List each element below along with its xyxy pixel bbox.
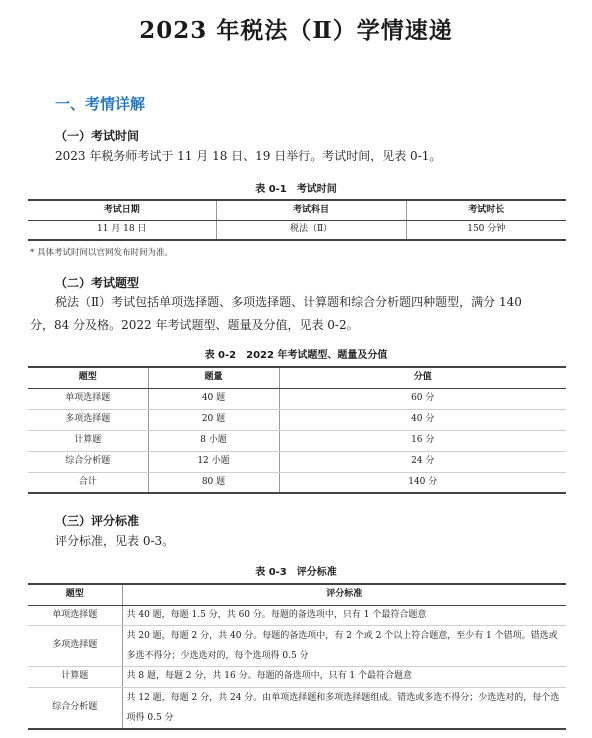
table2-cell: 综合分析题 (28, 451, 148, 472)
table3-cell: 共 20 题，每题 2 分，共 40 分。每题的备选项中，有 2 个或 2 个以上符合题意，至少有 1 个错项。错选或多选不得分；少选选对的，每个选项得 0.5 分 (122, 625, 566, 666)
table2-header: 分值 (279, 367, 566, 388)
table2-cell: 80 题 (148, 472, 279, 493)
subsection-heading-exam-time: （一）考试时间 (55, 129, 140, 143)
table2-caption: 表 0-2 2022 年考试题型、题量及分值 (204, 350, 388, 361)
table2-cell: 40 分 (279, 409, 566, 430)
table3-cell: 多项选择题 (28, 625, 122, 666)
table2-cell: 24 分 (279, 451, 566, 472)
page-title: 2023 年税法（Ⅱ）学情速递 (139, 17, 453, 44)
exam-time-paragraph: 2023 年税务师考试于 11 月 18 日、19 日举行。考试时间，见表 0-1。 (55, 149, 442, 163)
table1-header: 考试日期 (28, 200, 216, 220)
table2-cell: 140 分 (279, 472, 566, 493)
table3-caption: 表 0-3 评分标准 (255, 567, 337, 578)
subsection-heading-scoring: （三）评分标准 (55, 514, 140, 528)
table3-header: 题型 (28, 584, 122, 605)
table2-cell: 8 小题 (148, 430, 279, 451)
table2-cell: 计算题 (28, 430, 148, 451)
table3-cell: 综合分析题 (28, 687, 122, 729)
section-heading: 一、考情详解 (55, 95, 146, 113)
table2-cell: 60 分 (279, 388, 566, 409)
table2-cell: 12 小题 (148, 451, 279, 472)
subsection-heading-exam-types: （二）考试题型 (55, 276, 140, 290)
scoring-paragraph: 评分标准，见表 0-3。 (55, 534, 175, 548)
table2-cell: 16 分 (279, 430, 566, 451)
table2-header: 题型 (28, 367, 148, 388)
exam-types-paragraph-line2: 分，84 分及格。2022 年考试题型、题量及分值，见表 0-2。 (30, 318, 359, 332)
table2-cell: 40 题 (148, 388, 279, 409)
table1-header: 考试科目 (216, 200, 406, 220)
table3-cell: 单项选择题 (28, 605, 122, 625)
table3-cell: 共 8 题，每题 2 分，共 16 分。每题的备选项中，只有 1 个最符合题意 (122, 666, 566, 687)
table1-header: 考试时长 (406, 200, 566, 220)
table1-cell: 税法（Ⅱ） (216, 220, 406, 240)
table1-cell: 11 月 18 日 (28, 220, 216, 240)
scoring-table (28, 583, 566, 730)
table1-caption: 表 0-1 考试时间 (255, 184, 337, 195)
table2-cell: 单项选择题 (28, 388, 148, 409)
table2-header: 题量 (148, 367, 279, 388)
table2-cell: 合计 (28, 472, 148, 493)
table2-cell: 多项选择题 (28, 409, 148, 430)
exam-types-table (28, 366, 566, 494)
table1-cell: 150 分钟 (406, 220, 566, 240)
table3-cell: 计算题 (28, 666, 122, 687)
table1-note: * 具体考试时间以官网发布时间为准。 (30, 248, 173, 258)
exam-time-table (28, 199, 566, 241)
table3-cell: 共 40 题，每题 1.5 分，共 60 分。每题的备选项中，只有 1 个最符合题意 (122, 605, 566, 625)
table3-cell: 共 12 题，每题 2 分，共 24 分。由单项选择题和多项选择题组成。错选或多选不得分；少选选对的，每个选项得 0.5 分 (122, 687, 566, 729)
table3-header: 评分标准 (122, 584, 566, 605)
table2-cell: 20 题 (148, 409, 279, 430)
exam-types-paragraph-line1: 税法（Ⅱ）考试包括单项选择题、多项选择题、计算题和综合分析题四种题型，满分 140 (55, 295, 522, 309)
